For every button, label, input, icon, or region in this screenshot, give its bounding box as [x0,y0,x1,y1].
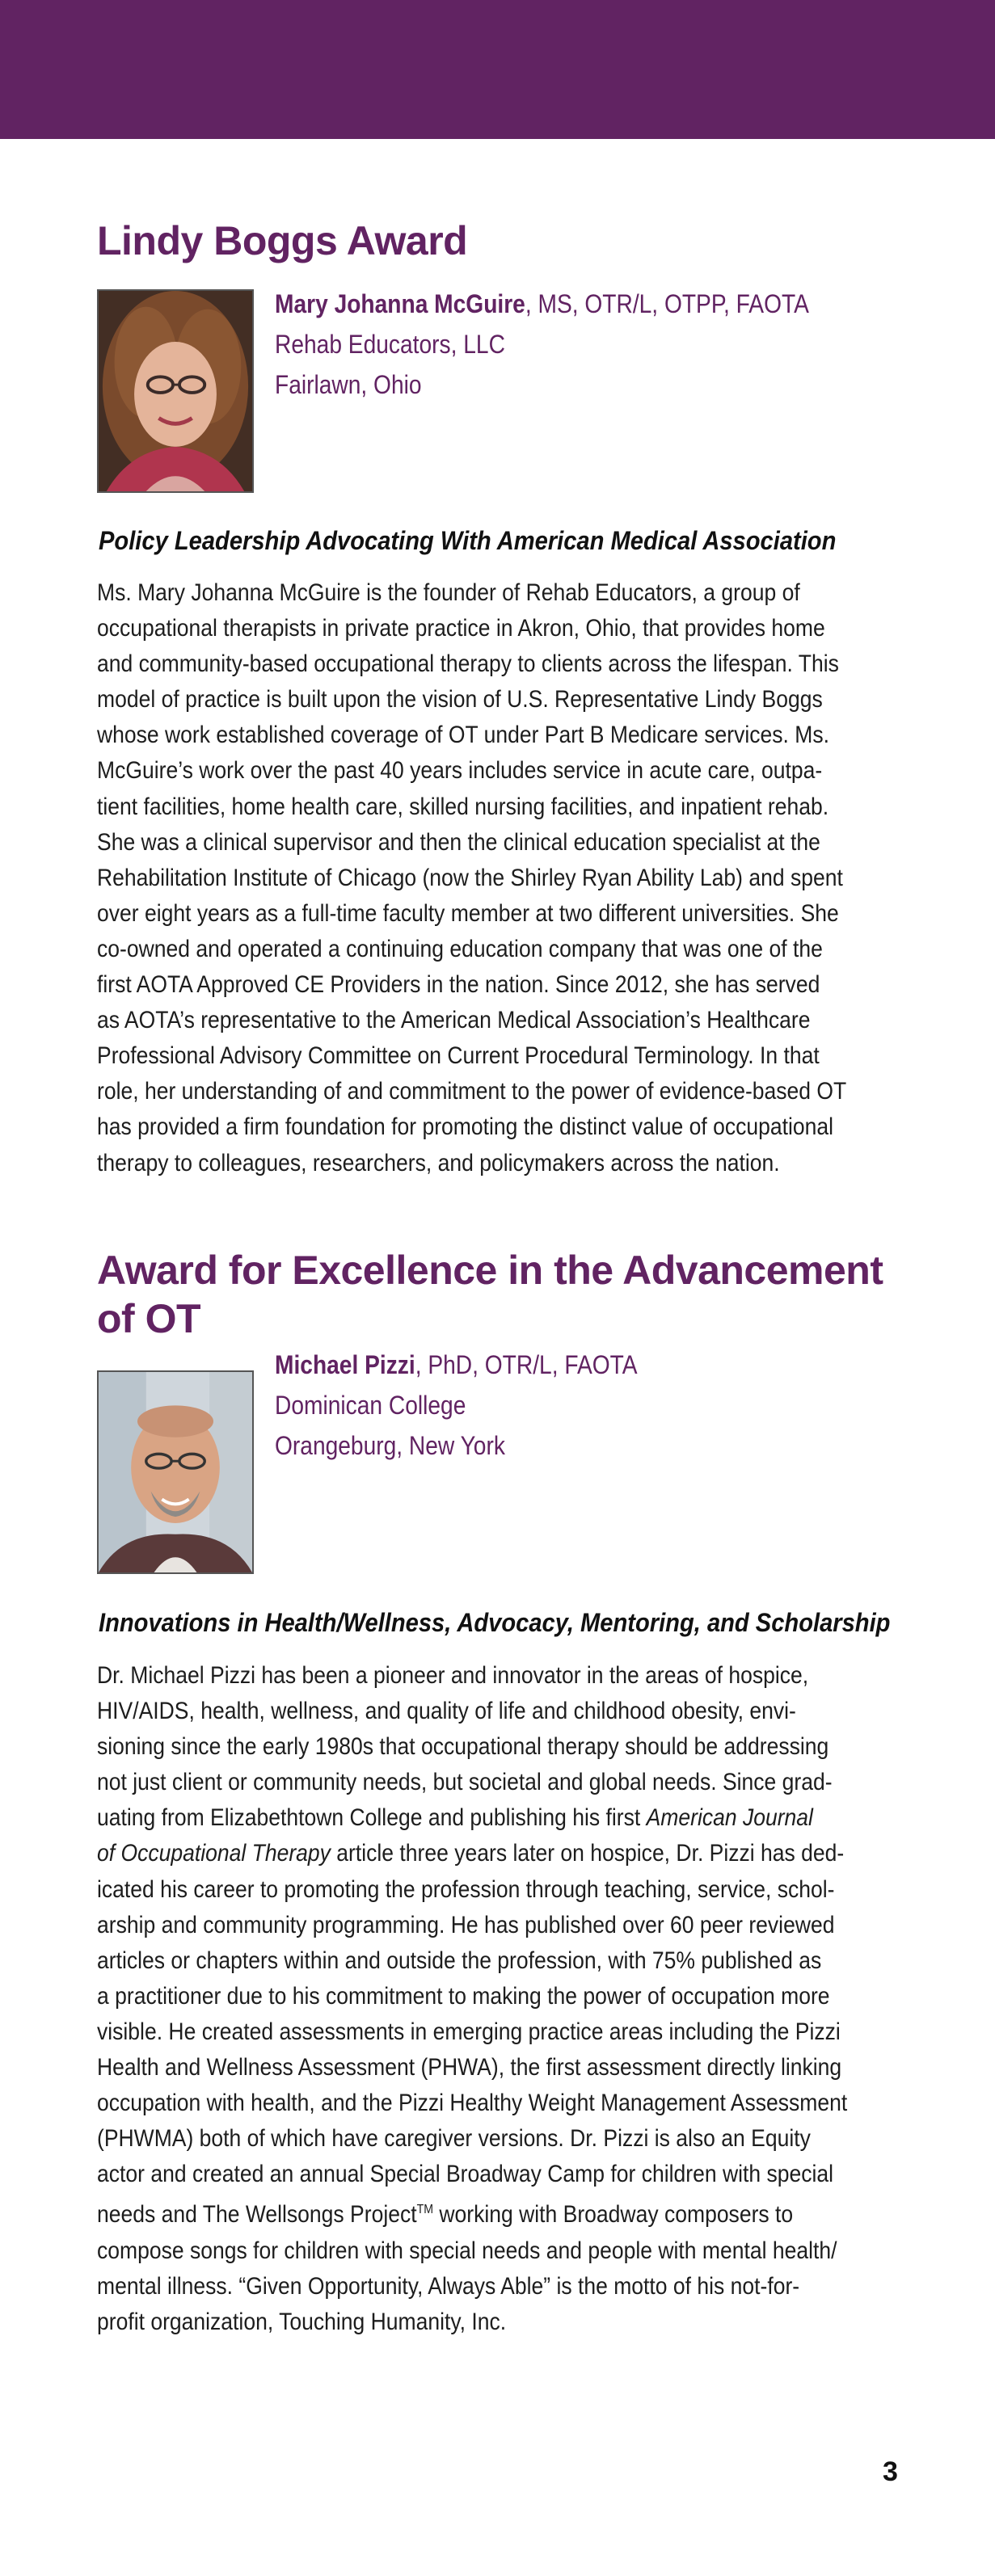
text-fragment: uating from Elizabethtown College and publishing his first [97,1804,647,1832]
text-line: not just client or community needs, but societal and global needs. Since grad- [97,1769,833,1796]
header-band [0,0,995,139]
page-number: 3 [883,2456,898,2487]
text-line: model of practice is built upon the vision of U.S. Representative Lindy Boggs [97,686,823,713]
text-line: actor and created an annual Special Broadway Camp for children with special [97,2161,834,2188]
text-line: co-owned and operated a continuing education company that was one of the [97,935,823,962]
recipient-name: Mary Johanna McGuire [275,289,525,318]
text-fragment: working with Broadway composers to [433,2201,794,2229]
text-line: Rehabilitation Institute of Chicago (now the Shirley Ryan Ability Lab) and spent [97,864,843,891]
text-line: over eight years as a full-time faculty member at two different universities. She [97,899,839,927]
text-line: sioning since the early 1980s that occupational therapy should be addressing [97,1733,829,1761]
text-line: occupational therapists in private practice in Akron, Ohio, that provides home [97,615,825,642]
text-line: a practitioner due to his commitment to making the power of occupation more [97,1982,830,2010]
text-line: has provided a firm foundation for promoting the distinct value of occupational [97,1113,834,1141]
text-line: occupation with health, and the Pizzi Healthy Weight Management Assessment [97,2090,848,2117]
text-line: role, her understanding of and commitment to the power of evidence-based OT [97,1078,847,1105]
award-subtitle-2: Innovations in Health/Wellness, Advocacy, Mentoring, and Scholarship [99,1608,891,1637]
text-line [97,1800,898,1836]
text-line: first AOTA Approved CE Providers in the nation. Since 2012, she has served [97,971,820,999]
recipient-organization: Dominican College [275,1391,466,1420]
text-line: and community-based occupational therapy to clients across the lifespan. This [97,650,839,678]
recipient-name-line [275,1345,638,1385]
mary-mcguire-photo [97,289,254,493]
text-line: visible. He created assessments in emerging practice areas including the Pizzi [97,2018,841,2045]
text-line [97,1836,898,1871]
text-line: Professional Advisory Committee on Current Procedural Terminology. In that [97,1042,820,1070]
award-title-line-1: Award for Excellence in the Advancement [97,1248,883,1293]
text-line: McGuire’s work over the past 40 years includes service in acute care, outpa- [97,757,823,785]
trademark-symbol: TM [416,2203,434,2217]
text-line: mental illness. “Given Opportunity, Always Able” is the motto of his not-for- [97,2272,800,2300]
text-fragment: needs and The Wellsongs Project [97,2201,417,2229]
recipient-name-line [275,284,809,324]
award-description-2 [97,1658,898,2340]
journal-title-part-1: American Journal [646,1804,813,1832]
award-title-lindy-boggs: Lindy Boggs Award [97,218,468,263]
michael-pizzi-photo [97,1370,254,1574]
recipient-credentials: , PhD, OTR/L, FAOTA [415,1350,638,1379]
text-line [97,2192,898,2233]
text-line: as AOTA’s representative to the American Medical Association’s Healthcare [97,1007,811,1034]
recipient-credentials: , MS, OTR/L, OTPP, FAOTA [525,289,809,318]
text-line: articles or chapters within and outside the profession, with 75% published as [97,1947,822,1974]
text-line: (PHWMA) both of which have caregiver versions. Dr. Pizzi is also an Equity [97,2125,811,2153]
award-subtitle-1: Policy Leadership Advocating With American Medical Association [99,526,837,555]
journal-title-part-2: of Occupational Therapy [97,1840,331,1867]
award-title-line-2: of OT [97,1296,201,1341]
award-description-1 [97,575,898,1181]
text-line: arship and community programming. He has published over 60 peer reviewed [97,1911,835,1938]
recipient-name: Michael Pizzi [275,1350,415,1379]
text-line: Ms. Mary Johanna McGuire is the founder of Rehab Educators, a group of [97,579,800,606]
text-line: whose work established coverage of OT under Part B Medicare services. Ms. [97,722,830,749]
text-line: Health and Wellness Assessment (PHWA), the first assessment directly linking [97,2054,842,2081]
text-fragment: article three years later on hospice, Dr. Pizzi has ded- [330,1840,845,1867]
text-line: profit organization, Touching Humanity, Inc. [97,2308,507,2335]
recipient-organization: Rehab Educators, LLC [275,330,505,359]
text-line: compose songs for children with special needs and people with mental health/ [97,2237,837,2264]
text-line: Dr. Michael Pizzi has been a pioneer and innovator in the areas of hospice, [97,1662,809,1689]
text-line: She was a clinical supervisor and then the clinical education specialist at the [97,828,820,856]
recipient-location: Fairlawn, Ohio [275,370,422,399]
award-title-excellence [97,1246,883,1343]
recipient-info-1 [275,284,809,405]
text-line: tient facilities, home health care, skilled nursing facilities, and inpatient rehab. [97,793,829,820]
text-line: HIV/AIDS, health, wellness, and quality of life and childhood obesity, envi- [97,1698,796,1725]
text-line: icated his career to promoting the profession through teaching, service, schol- [97,1875,835,1903]
text-line: therapy to colleagues, researchers, and policymakers across the nation. [97,1149,780,1176]
recipient-info-2 [275,1345,638,1466]
recipient-location: Orangeburg, New York [275,1431,505,1460]
